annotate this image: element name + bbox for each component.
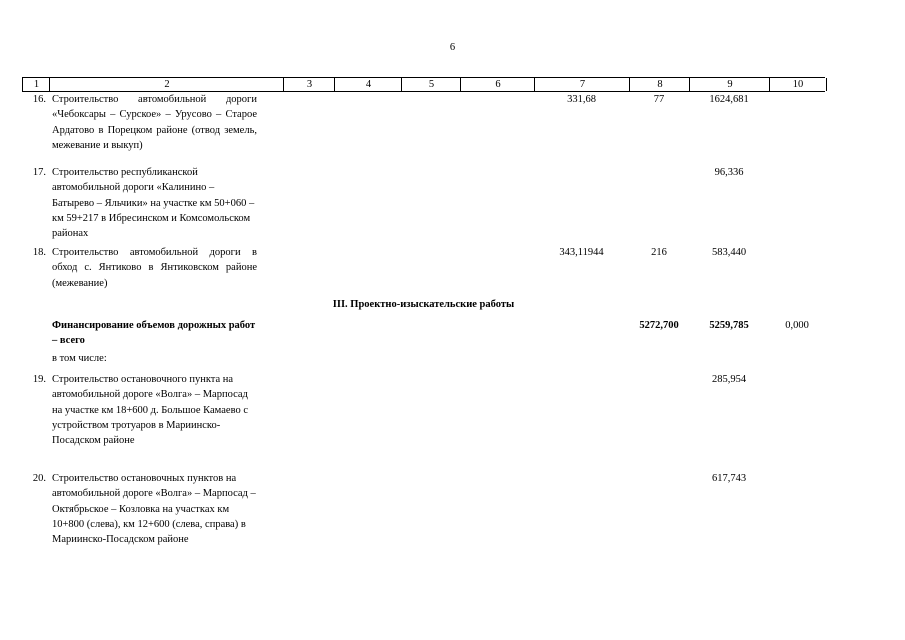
row-number: 16. [32,94,46,105]
table-header [22,77,825,92]
header-col-5: 5 [401,78,461,91]
cell-col-7: 331,68 [567,94,596,105]
row-number: 20. [32,473,46,484]
row-number: 19. [32,374,46,385]
row-text: Строительство автомобильной дороги «Чебоксары – Сурское» – Урусово – Старое Ардатово в Порецком районе (отвод земель, межевание и выкуп) [52,94,257,151]
cell-col-7: 343,11944 [559,247,604,258]
header-col-9: 9 [689,78,770,91]
cell-col-9: 617,743 [711,473,747,484]
cell-col-9: 96,336 [714,167,744,178]
row-text: Строительство республиканской автомобильной дороги «Калинино – Батырево – Яльчики» на участке км 50+060 – км 59+217 в Ибресинском и Комсомольском районах [52,167,255,240]
cell-col-9: 583,440 [711,247,747,258]
cell-col-8: 77 [653,94,665,105]
section-title: III. Проектно-изыскательские работы [332,299,515,310]
including-label: в том числе: [52,353,107,364]
row-number: 18. [32,247,46,258]
total-text: Финансирование объемов дорожных работ – всего [52,320,256,347]
header-col-7: 7 [534,78,630,91]
header-col-2: 2 [49,78,284,91]
header-col-1: 1 [22,78,50,91]
total-col-9: 5259,785 [709,320,749,331]
cell-col-9: 285,954 [711,374,747,385]
header-col-8: 8 [629,78,690,91]
row-text: Строительство остановочных пунктов на автомобильной дороге «Волга» – Марпосад – Октябрьское – Козловка на участках км 10+800 (слева), км 12+600 (слева, справа) в Мариинско-Посадском районе [52,473,256,546]
row-text: Строительство автомобильной дороги в обход с. Янтиково в Янтиковском районе (межевание) [52,247,257,289]
total-col-10: 0,000 [785,320,809,331]
header-col-10: 10 [769,78,827,91]
row-text: Строительство остановочного пункта на автомобильной дороге «Волга» – Марпосад на участке км 18+600 д. Большое Камаево с устройством тротуаров в Мариинско-Посадском районе [52,374,248,447]
total-col-8: 5272,700 [639,320,679,331]
header-col-4: 4 [334,78,402,91]
cell-col-9: 1624,681 [709,94,749,105]
cell-col-8: 216 [651,247,667,258]
row-number: 17. [32,167,46,178]
header-col-3: 3 [283,78,335,91]
header-col-6: 6 [460,78,535,91]
page-number: 6 [449,42,456,53]
